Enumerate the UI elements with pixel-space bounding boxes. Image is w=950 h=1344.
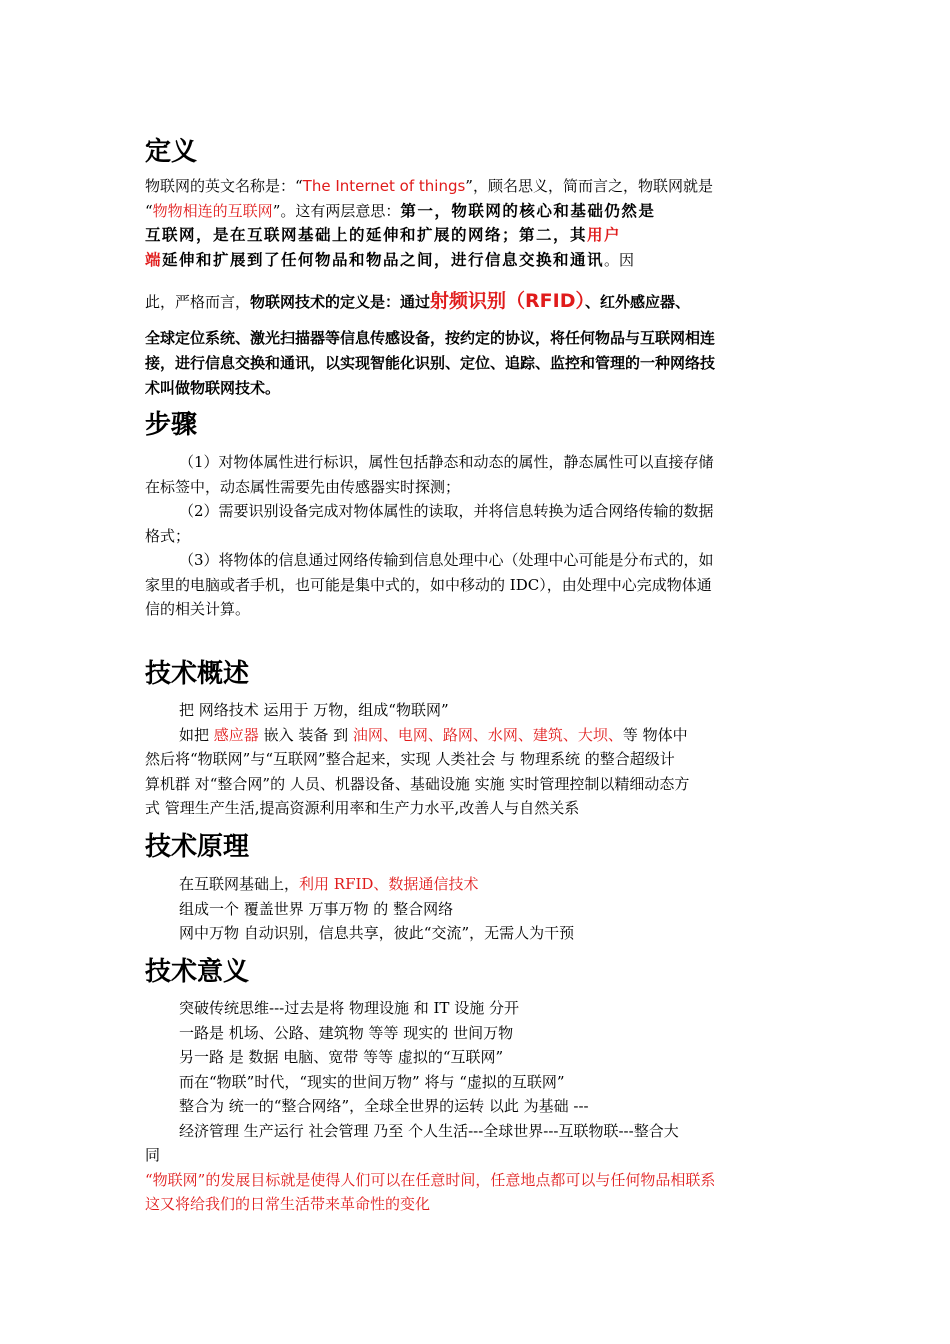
heading-steps: 步骤 <box>145 410 198 440</box>
definition-paragraph-1: 物联网的英文名称是：“The Internet of things”，顾名思义，简而言之，物联网就是 “物物相连的互联网”。这有两层意思：第一，物联网的核心和基础仍然是 互联网，是在互联网基础上的延伸和扩展的网络；第二，其用户 端延伸和扩展到了任何物品和物品之间，进行信息交换和通讯。因 <box>145 177 713 269</box>
heading-principle: 技术原理 <box>145 832 250 862</box>
principle-text: 在互联网基础上，利用 RFID、数据通信技术 组成一个 覆盖世界 万事万物 的 整合网络 网中万物 自动识别，信息共享，彼此“交流”，无需人为干预 <box>179 875 575 942</box>
overview-text: 把 网络技术 运用于 万物，组成“物联网” 如把 感应器 嵌入 装备 到 油网、电网、路网、水网、建筑、大坝、等 物体中 然后将“物联网”与“互联网”整合起来，实现 人类社会 与 物理系统 的整合超级计 算机群 对“整合网”的 人员、机器设备、基础设施 实施 实时管理控制以精细动态方 式 管理生产生活,提高资源利用率和生产力水平,改善人与自然关系 <box>145 701 690 817</box>
significance-text: 突破传统思维---过去是将 物理设施 和 IT 设施 分开 一路是 机场、公路、建筑物 等等 现实的 世间万物 另一路 是 数据 电脑、宽带 等等 虚拟的“互联网” 而在“物联”时代，“现实的世间万物” 将与 “虚拟的互联网” 整合为 统一的“整合网络”，全球全世界的运转 以此 为基础 --- 经济管理 生产运行 社会管理 乃至 个人生活---全球世界---互联物联---整合大 同 “物联网”的发展目标就是使得人们可以在任意时间，任意地点都可以与任何物品相联系 这又将给我们的日常生活带来革命性的变化 <box>145 996 815 1217</box>
heading-significance: 技术意义 <box>145 957 250 987</box>
definition-paragraph-2-cont: 全球定位系统、激光扫描器等信息传感设备，按约定的协议，将任何物品与互联网相连 接，进行信息交换和通讯，以实现智能化识别、定位、追踪、监控和管理的一种网络技 术叫做物联网技术。 <box>145 329 716 397</box>
revolution-statement: 这又将给我们的日常生活带来革命性的变化 <box>145 1195 431 1213</box>
highlight-meaning: 物物相连的互联网 <box>152 201 273 220</box>
steps-list: （1）对物体属性进行标识，属性包括静态和动态的属性，静态属性可以直接存储 在标签中，动态属性需要先由传感器实时探测； （2）需要识别设备完成对物体属性的读取，并将信息转换为适合网络传输的数据 格式； （3）将物体的信息通过网络传输到信息处理中心（处理中心可能是分布式的，如 家里的电脑或者手机，也可能是集中式的，如中移动的 IDC），由处理中心完成物体通 信的相关计算。 <box>145 453 714 618</box>
goal-statement: “物联网”的发展目标就是使得人们可以在任意时间，任意地点都可以与任何物品相联系 <box>145 1170 716 1189</box>
english-name: The Internet of things <box>302 177 466 195</box>
definition-paragraph-2: 此，严格而言，物联网技术的定义是：通过射频识别（RFID）、红外感应器、 <box>145 290 690 312</box>
heading-overview: 技术概述 <box>145 659 250 689</box>
heading-definition: 定义 <box>145 137 198 167</box>
rfid-highlight: 射频识别（RFID） <box>430 290 585 312</box>
